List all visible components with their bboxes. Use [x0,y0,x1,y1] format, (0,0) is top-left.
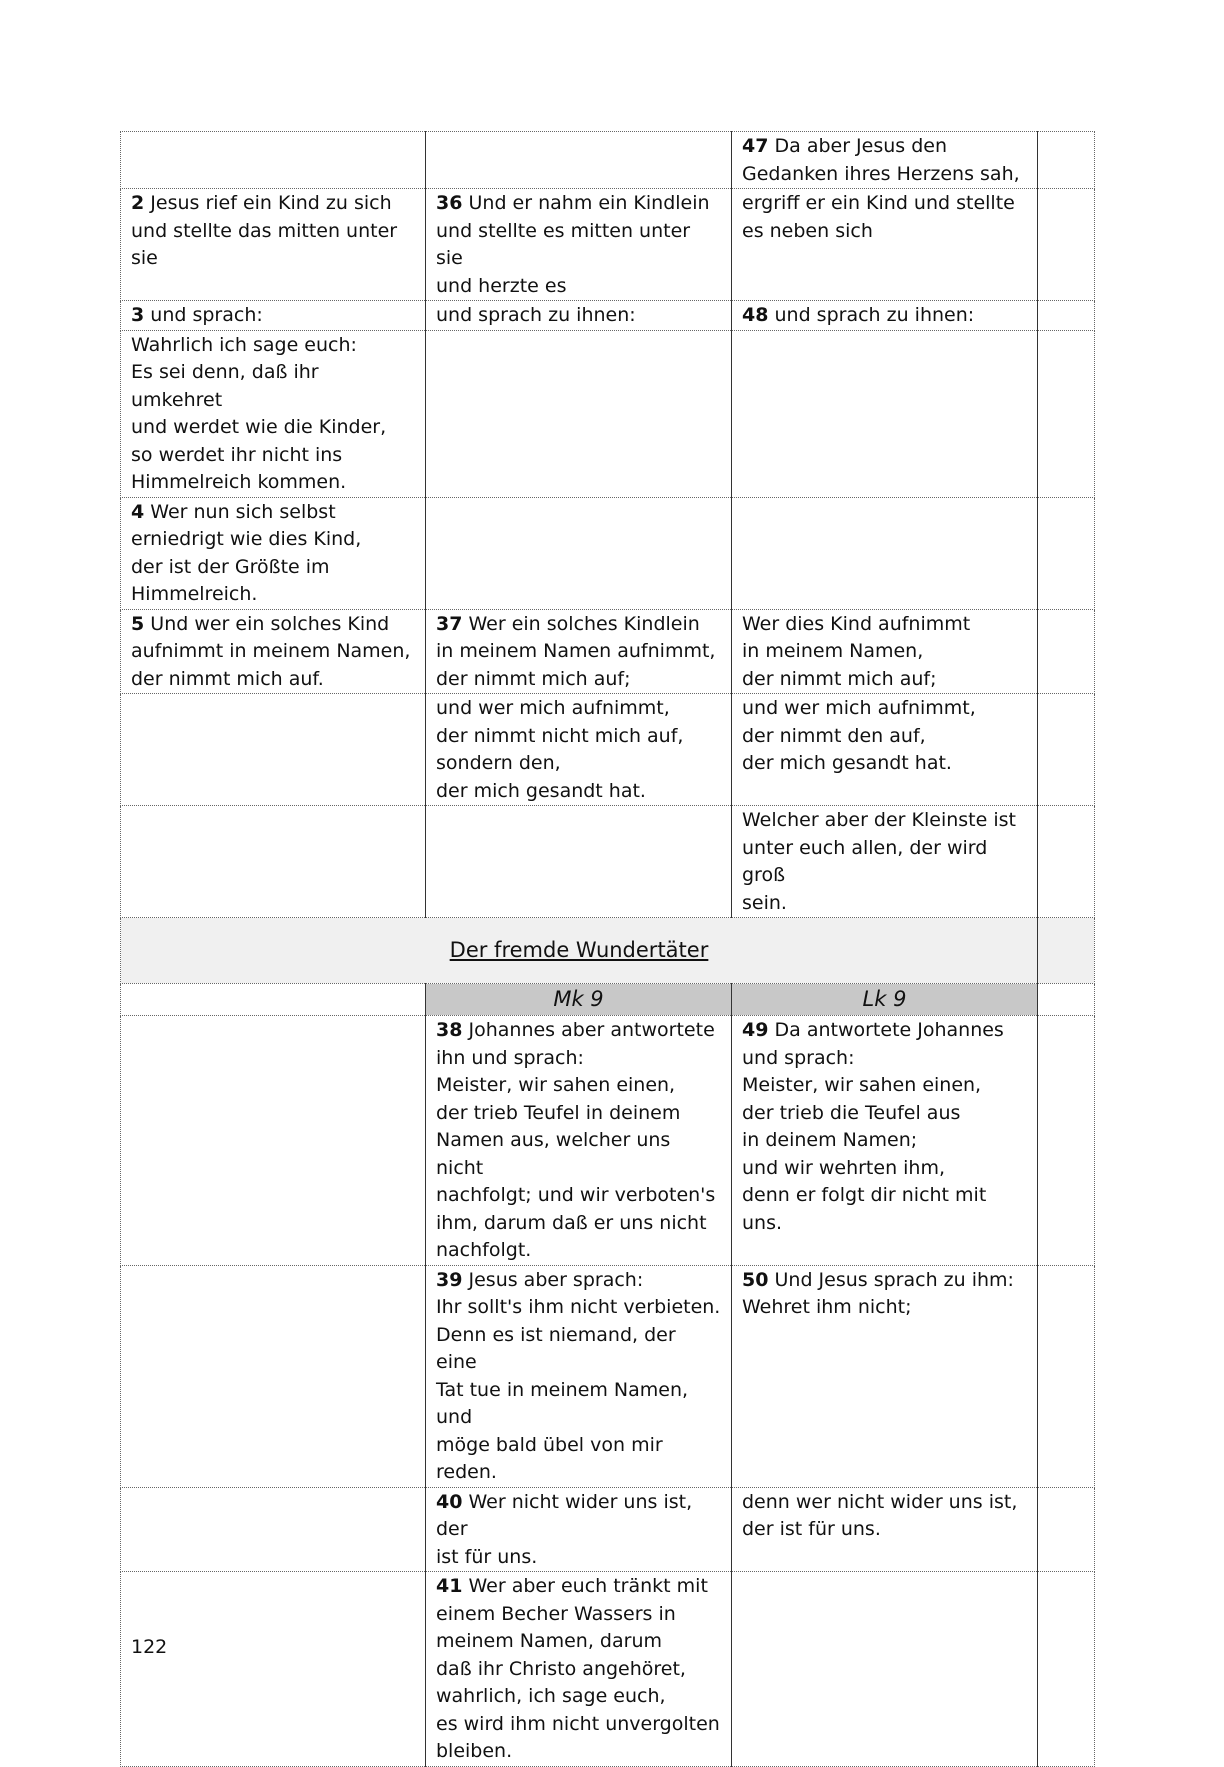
cell-c3 [732,132,1038,189]
verse-text: Wahrlich ich sage euch: Es sei denn, daß ihr umkehret und werdet wie die Kinder, so werdet ihr nicht ins Himmelreich kommen. [131,333,387,493]
cell-c3 [732,806,1038,918]
verse-number: 41 [436,1575,463,1597]
empty-cell [1038,984,1095,1016]
verse-number: 39 [436,1268,463,1291]
verse-text: und wer mich aufnimmt, der nimmt den auf, der mich gesandt hat. [742,697,976,774]
verse-text: denn wer nicht wider uns ist, der ist für uns. [742,1490,1018,1540]
cell-c2 [426,694,732,806]
empty-cell [1038,609,1095,694]
table-row [121,609,1095,694]
verse-text: Welcher aber der Kleinste ist unter euch allen, der wird groß sein. [742,809,1016,914]
verse-number: 2 [131,192,145,214]
empty-cell [1038,301,1095,331]
cell-c2 [426,330,732,497]
verse-text: Da aber Jesus den Gedanken ihres Herzens sah, [742,135,1020,185]
table-row [121,301,1095,331]
empty-cell [1038,132,1095,189]
empty-cell [1038,1572,1095,1767]
cell-c2 [426,497,732,609]
verse-number: 48 [742,304,769,326]
cell-c2 [426,1572,732,1767]
cell-c3 [732,1572,1038,1767]
table-row [121,189,1095,301]
cell-c2 [426,132,732,189]
verse-text: Wer nun sich selbst erniedrigt wie dies Kind, der ist der Größte im Himmelreich. [131,500,362,605]
cell-c3 [732,694,1038,806]
verse-text: Wer ein solches Kindlein in meinem Namen aufnimmt, der nimmt mich auf; [436,612,716,690]
verse-number: 47 [742,135,769,157]
verse-number: 50 [742,1268,769,1291]
section-title: Der fremde Wundertäter [121,918,1038,984]
verse-number: 4 [131,500,145,523]
cell-c3 [732,1265,1038,1487]
verse-text: Johannes aber antwortete ihn und sprach: Meister, wir sahen einen, der trieb Teufel in deinem Namen aus, welcher uns nicht nachfolgt; und wir verboten's ihm, darum daß er uns nicht nachfolgt. [436,1019,716,1261]
empty-cell [1038,1265,1095,1487]
cell-c3 [732,497,1038,609]
cell-c1 [121,694,426,806]
cell-c2 [426,806,732,918]
empty-cell [121,984,426,1016]
verse-text: und sprach zu ihnen: [774,304,975,326]
table-row [121,806,1095,918]
table-row [121,1265,1095,1487]
empty-cell [1038,189,1095,301]
empty-cell [1038,330,1095,497]
table-row [121,694,1095,806]
cell-c2 [426,1265,732,1487]
cell-c3 [732,1487,1038,1572]
page-number: 122 [131,1636,168,1658]
empty-cell [1038,806,1095,918]
verse-text: Und wer ein solches Kind aufnimmt in meinem Namen, der nimmt mich auf. [131,612,411,690]
section-row [121,918,1095,984]
cell-c2 [426,189,732,301]
table-row [121,1487,1095,1572]
verse-number: 37 [436,612,463,635]
cell-c1 [121,806,426,918]
verse-number: 40 [436,1490,463,1513]
empty-cell [1038,918,1095,984]
table-row [121,330,1095,497]
header-lk: Lk 9 [732,984,1038,1016]
cell-c1 [121,1572,426,1767]
verse-text: und wer mich aufnimmt, der nimmt nicht mich auf, sondern den, der mich gesandt hat. [436,697,684,802]
verse-number: 38 [436,1019,463,1041]
verse-text: Und Jesus sprach zu ihm: Wehret ihm nicht; [742,1268,1014,1318]
table-row [121,1572,1095,1767]
verse-number: 49 [742,1019,769,1041]
cell-c1 [121,330,426,497]
verse-text: Wer dies Kind aufnimmt in meinem Namen, der nimmt mich auf; [742,612,971,690]
cell-c2 [426,1016,732,1266]
verse-text: Wer aber euch tränkt mit einem Becher Wassers in meinem Namen, darum daß ihr Christo angehöret, wahrlich, ich sage euch, es wird ihm nicht unvergolten bleiben. [436,1575,720,1762]
cell-c1 [121,609,426,694]
cell-c2 [426,1487,732,1572]
cell-c2 [426,301,732,331]
empty-cell [1038,694,1095,806]
verse-text: Wer nicht wider uns ist, der ist für uns. [436,1490,693,1568]
empty-cell [1038,1016,1095,1266]
table-row [121,497,1095,609]
cell-c1 [121,1487,426,1572]
verse-text: und sprach zu ihnen: [436,304,636,326]
cell-c3 [732,301,1038,331]
cell-c1 [121,1265,426,1487]
table-row [121,1016,1095,1266]
cell-c1 [121,132,426,189]
table-row [121,132,1095,189]
verse-text: Jesus rief ein Kind zu sich und stellte das mitten unter sie [131,192,398,269]
verse-text: und sprach: [150,304,263,326]
header-mk: Mk 9 [426,984,732,1016]
verse-text: Da antwortete Johannes und sprach: Meister, wir sahen einen, der trieb die Teufel aus in deinem Namen; und wir wehrten ihm, denn er folgt dir nicht mit uns. [742,1019,1004,1234]
header-row [121,984,1095,1016]
verse-number: 3 [131,304,145,326]
cell-c1 [121,189,426,301]
cell-c3 [732,330,1038,497]
empty-cell [1038,497,1095,609]
cell-c2 [426,609,732,694]
cell-c3 [732,1016,1038,1266]
verse-text: Und er nahm ein Kindlein und stellte es mitten unter sie und herzte es [436,192,710,297]
verse-text: ergriff er ein Kind und stellte es neben sich [742,192,1015,242]
verse-number: 5 [131,612,145,635]
empty-cell [1038,1487,1095,1572]
cell-c1 [121,497,426,609]
cell-c3 [732,189,1038,301]
cell-c1 [121,1016,426,1266]
cell-c1 [121,301,426,331]
verse-number: 36 [436,192,463,214]
verse-text: Jesus aber sprach: Ihr sollt's ihm nicht verbieten. Denn es ist niemand, der eine Tat tue in meinem Namen, und möge bald übel von mir reden. [436,1268,721,1483]
synopsis-table [120,131,1095,1767]
cell-c3 [732,609,1038,694]
